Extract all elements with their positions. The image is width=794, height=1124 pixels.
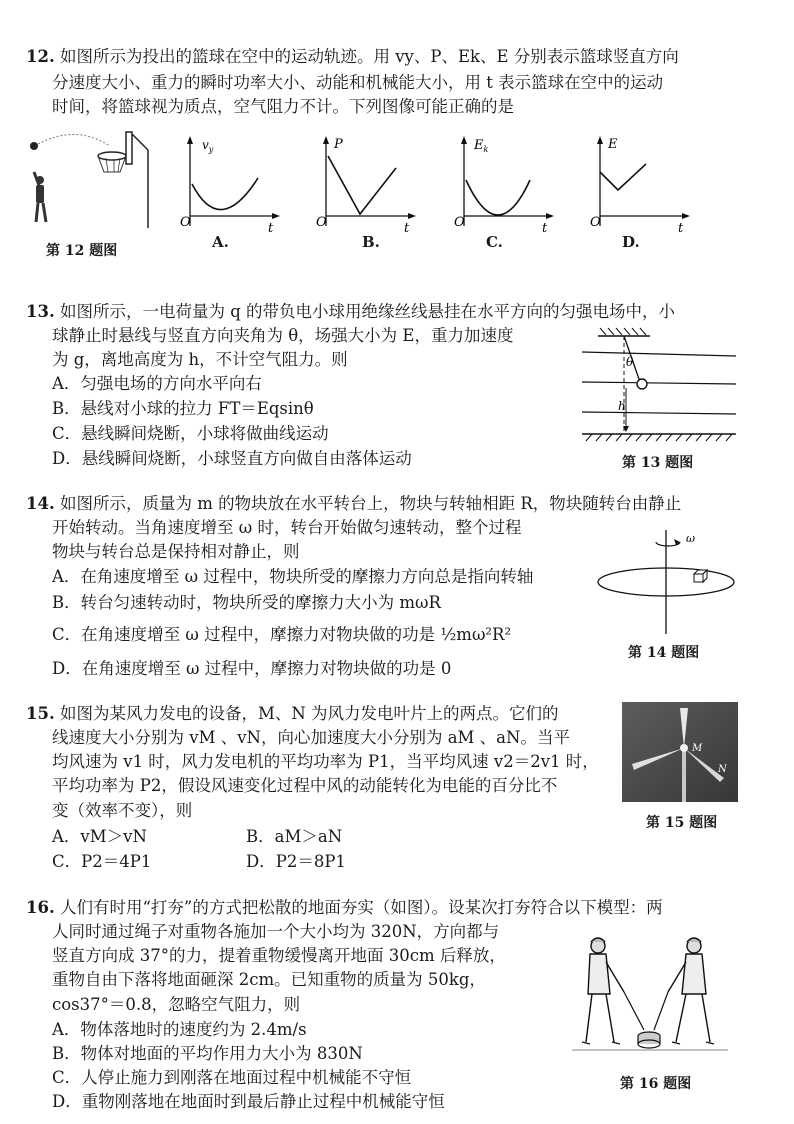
q12-basketball-figure — [26, 128, 156, 228]
q16-option-d[interactable]: D．重物刚落地在地面时到最后静止过程中机械能守恒 — [52, 1092, 445, 1111]
q16-line-5: cos37°＝0.8，忽略空气阻力，则 — [52, 995, 301, 1014]
q12-option-c[interactable]: C. — [486, 233, 503, 251]
svg-text:ω: ω — [686, 532, 695, 545]
q15-option-a[interactable]: A．vM＞vN — [52, 827, 147, 846]
svg-text:t: t — [404, 221, 410, 234]
q14-option-a[interactable]: A．在角速度增至 ω 过程中，物块所受的摩擦力方向总是指向转轴 — [52, 567, 534, 586]
q15-number: 15. — [26, 704, 55, 723]
svg-text:t: t — [678, 221, 684, 234]
q15-wind-turbine-photo — [622, 702, 738, 802]
q12-option-d[interactable]: D. — [622, 233, 640, 251]
q15-line-3: 均风速为 v1 时，风力发电机的平均功率为 P1，当平均风速 v2＝2v1 时， — [52, 752, 599, 771]
q12-line-3: 时间，将篮球视为质点，空气阻力不计。下列图像可能正确的是 — [52, 97, 514, 116]
q12-graph-b — [316, 134, 416, 234]
q12-c-ylabel: $E_k$ — [474, 138, 489, 154]
q13-pendulum-figure — [580, 326, 740, 446]
q16-line-1 — [26, 897, 663, 919]
q12-option-a[interactable]: A. — [212, 233, 229, 251]
q15-line-1 — [26, 703, 559, 725]
q16-tamping-figure — [570, 932, 730, 1064]
charged-ball-icon — [637, 379, 647, 389]
q16-option-b[interactable]: B．物体对地面的平均作用力大小为 830N — [52, 1044, 363, 1063]
q12-b-ylabel: P — [334, 137, 343, 152]
q14-text-1: 如图所示，质量为 m 的物块放在水平转台上，物块与转轴相距 R，物块随转台由静止 — [59, 494, 682, 513]
q12-number: 12. — [26, 47, 55, 66]
svg-text:t: t — [542, 221, 548, 234]
q15-option-c[interactable]: C．P2＝4P1 — [52, 852, 152, 871]
player-figure — [34, 172, 46, 222]
q16-text-1: 人们有时用“打夯”的方式把松散的地面夯实（如图）。设某次打夯符合以下模型：两 — [59, 898, 663, 917]
q13-option-a[interactable]: A．匀强电场的方向水平向右 — [52, 374, 262, 393]
svg-text:M: M — [692, 743, 703, 754]
right-person-figure — [668, 938, 714, 1044]
svg-text:O: O — [180, 215, 191, 230]
q14-line-3: 物块与转台总是保持相对静止，则 — [52, 542, 300, 561]
q13-line-2: 球静止时悬线与竖直方向夹角为 θ，场强大小为 E，重力加速度 — [52, 326, 514, 345]
q16-option-a[interactable]: A．物体落地时的速度约为 2.4m/s — [52, 1020, 307, 1039]
left-person-figure — [582, 938, 624, 1044]
q14-option-d[interactable]: D．在角速度增至 ω 过程中，摩擦力对物块做的功是 0 — [52, 659, 452, 678]
q12-d-ylabel: E — [608, 137, 618, 152]
q12-line-1 — [26, 46, 679, 68]
q12-line-2: 分速度大小、重力的瞬时功率大小、动能和机械能大小，用 t 表示篮球在空中的运动 — [52, 73, 664, 92]
svg-text:h: h — [618, 399, 626, 413]
q16-line-4: 重物自由下落将地面砸深 2cm。已知重物的质量为 50kg， — [52, 970, 486, 989]
svg-text:N: N — [718, 764, 727, 775]
q14-option-b[interactable]: B．转台匀速转动时，物块所受的摩擦力大小为 mωR — [52, 593, 441, 612]
q12-option-b[interactable]: B. — [362, 233, 380, 251]
q12-graph-c — [454, 134, 554, 234]
q13-number: 13. — [26, 302, 55, 321]
q12-graph-a — [180, 134, 280, 234]
q14-option-c[interactable]: C．在角速度增至 ω 过程中，摩擦力对物块做的功是 ½mω²R² — [52, 625, 512, 644]
svg-text:O: O — [454, 215, 465, 230]
q13-figure-caption: 第 13 题图 — [622, 455, 694, 471]
q15-line-4: 平均功率为 P2，假设风速变化过程中风的动能转化为电能的百分比不 — [52, 776, 558, 795]
q12-figure-caption: 第 12 题图 — [46, 243, 118, 259]
q13-option-b[interactable]: B．悬线对小球的拉力 FT＝Eqsinθ — [52, 399, 314, 418]
q15-option-b[interactable]: B．aM＞aN — [246, 827, 343, 846]
q16-line-3: 竖直方向成 37°的力，提着重物缓慢离开地面 30cm 后释放， — [52, 946, 506, 965]
q13-option-c[interactable]: C．悬线瞬间烧断，小球将做曲线运动 — [52, 424, 329, 443]
q16-line-2: 人同时通过绳子对重物各施加一个大小均为 320N，方向都与 — [52, 922, 500, 941]
q15-text-1: 如图为某风力发电的设备，M、N 为风力发电叶片上的两点。它们的 — [59, 704, 559, 723]
svg-text:O: O — [316, 215, 327, 230]
q14-turntable-figure — [594, 530, 744, 634]
q12-graph-d — [590, 134, 690, 234]
q14-figure-caption: 第 14 题图 — [628, 645, 700, 661]
q15-option-d[interactable]: D．P2＝8P1 — [246, 852, 346, 871]
svg-text:t: t — [268, 221, 274, 234]
q15-line-2: 线速度大小分别为 vM 、vN，向心加速度大小分别为 aM 、aN。当平 — [52, 728, 570, 747]
basketball-icon — [30, 142, 38, 150]
q16-figure-caption: 第 16 题图 — [620, 1076, 692, 1092]
q14-line-1 — [26, 493, 681, 515]
q13-line-3: 为 g，离地高度为 h，不计空气阻力。则 — [52, 350, 348, 369]
q15-line-5: 变（效率不变），则 — [52, 801, 193, 820]
q15-figure-caption: 第 15 题图 — [646, 815, 718, 831]
q13-option-d[interactable]: D．悬线瞬间烧断，小球竖直方向做自由落体运动 — [52, 449, 412, 468]
q12-text-1: 如图所示为投出的篮球在空中的运动轨迹。用 vy、P、Ek、E 分别表示篮球竖直方向 — [59, 47, 679, 66]
q16-option-c[interactable]: C．人停止施力到刚落在地面过程中机械能不守恒 — [52, 1068, 412, 1087]
block-icon — [694, 570, 707, 582]
weight-icon — [638, 1032, 660, 1048]
svg-text:θ: θ — [626, 355, 634, 369]
q16-number: 16. — [26, 898, 55, 917]
q13-line-1 — [26, 301, 675, 323]
q12-a-ylabel: $v_y$ — [202, 138, 214, 154]
q13-text-1: 如图所示，一电荷量为 q 的带负电小球用绝缘丝线悬挂在水平方向的匀强电场中，小 — [59, 302, 676, 321]
q14-line-2: 开始转动。当角速度增至 ω 时，转台开始做匀速转动，整个过程 — [52, 518, 522, 537]
q14-number: 14. — [26, 494, 55, 513]
svg-text:O: O — [590, 215, 601, 230]
